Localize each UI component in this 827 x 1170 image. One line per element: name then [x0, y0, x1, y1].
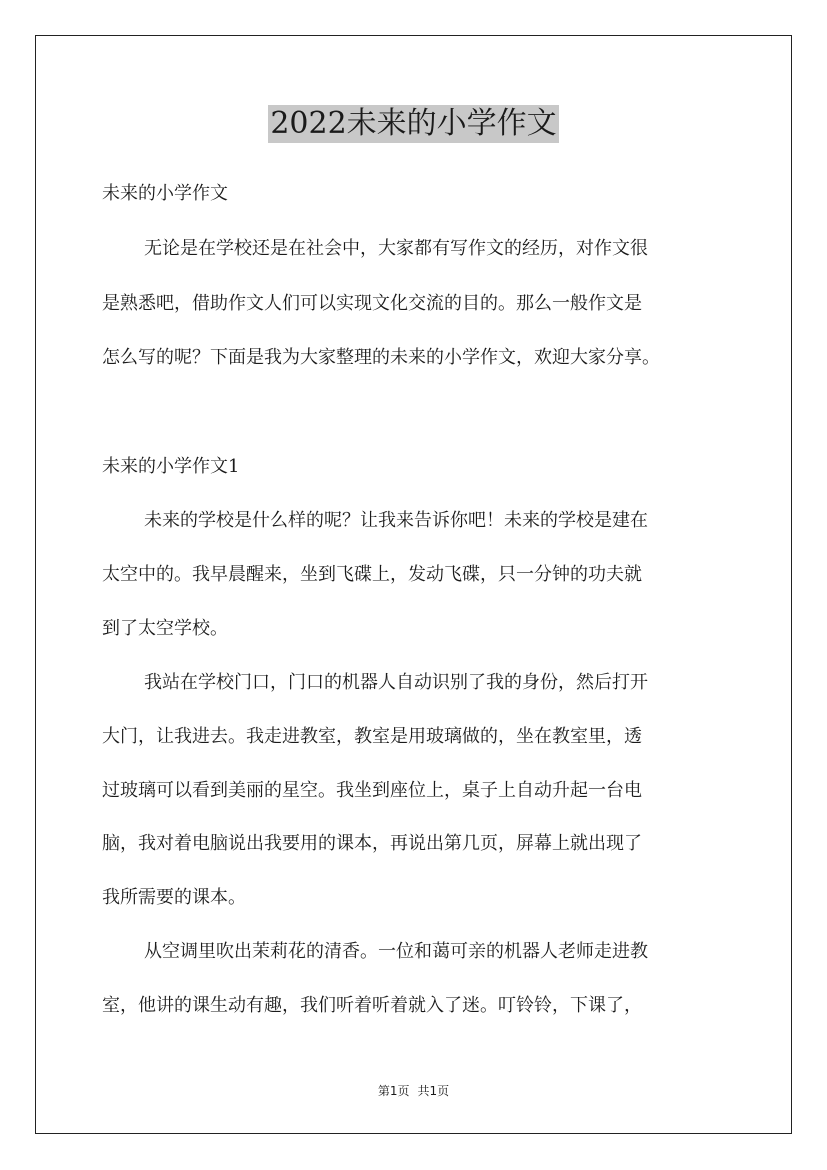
paragraph-line: 我所需要的课本。: [102, 887, 246, 908]
paragraph-line: 太空中的。我早晨醒来，坐到飞碟上，发动飞碟，只一分钟的功夫就: [102, 564, 642, 585]
paragraph-line: 过玻璃可以看到美丽的星空。我坐到座位上，桌子上自动升起一台电: [102, 780, 642, 801]
paragraph-line: 到了太空学校。: [102, 618, 228, 639]
paragraph-line: 未来的学校是什么样的呢？让我来告诉你吧！未来的学校是建在: [144, 510, 648, 531]
paragraph-line: 从空调里吹出茉莉花的清香。一位和蔼可亲的机器人老师走进教: [144, 941, 648, 962]
page-number: 第1页: [377, 1084, 410, 1098]
page-footer: [0, 1083, 827, 1099]
document-title-text: 2022未来的小学作文: [270, 106, 557, 141]
paragraph-line: 大门，让我进去。我走进教室，教室是用玻璃做的，坐在教室里，透: [102, 726, 642, 747]
paragraph-line: 怎么写的呢？下面是我为大家整理的未来的小学作文，欢迎大家分享。: [102, 347, 660, 368]
paragraph-line: 无论是在学校还是在社会中，大家都有写作文的经历，对作文很: [144, 238, 648, 259]
document-title: [0, 103, 827, 143]
paragraph-line: 脑，我对着电脑说出我要用的课本，再说出第几页，屏幕上就出现了: [102, 833, 642, 854]
paragraph-line: 是熟悉吧，借助作文人们可以实现文化交流的目的。那么一般作文是: [102, 293, 642, 314]
section-heading: 未来的小学作文1: [102, 456, 240, 477]
page-total: 共1页: [417, 1084, 450, 1098]
paragraph-line: 我站在学校门口，门口的机器人自动识别了我的身份，然后打开: [144, 672, 648, 693]
paragraph-line: 室，他讲的课生动有趣，我们听着听着就入了迷。叮铃铃，下课了，: [102, 995, 642, 1016]
document-subtitle: 未来的小学作文: [102, 183, 228, 204]
